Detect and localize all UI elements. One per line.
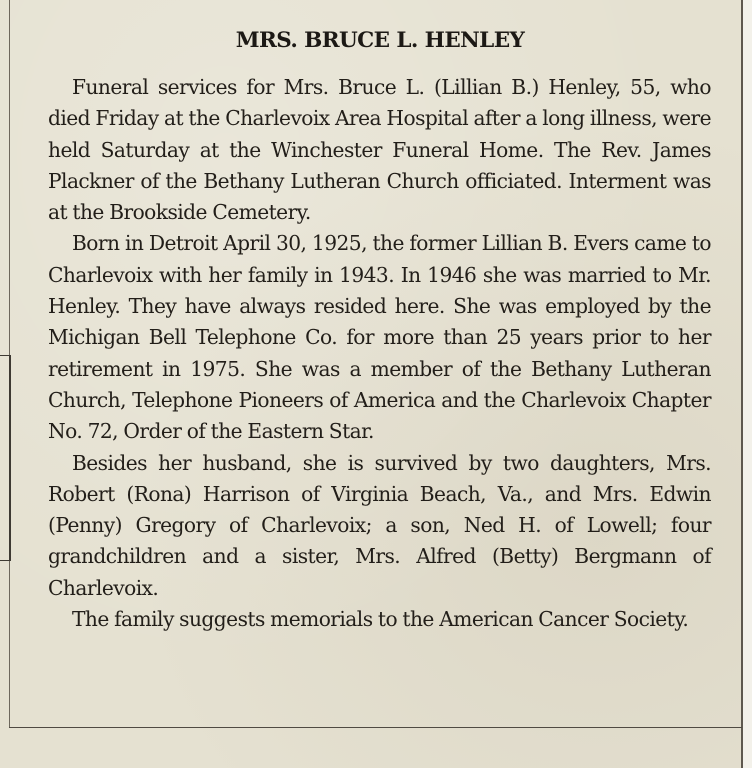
paragraph-funeral-services: Funeral services for Mrs. Bruce L. (Lillian B.) Henley, 55, who died Friday at the Charlevoix Area Hospital after a long illness, were held Saturday at the Winchester Funeral Home. The Rev. James Plackner of the Bethany Lutheran Church officiated. Interment was at the Brookside Cemetery. xyxy=(48,75,711,225)
adjacent-column-bar xyxy=(9,355,11,561)
paragraph-survivors: Besides her husband, she is survived by two daughters, Mrs. Robert (Rona) Harrison of Virginia Beach, Va., and Mrs. Edwin (Penny) Gregory of Charlevoix; a son, Ned H. of Lowell; four grandchildren and a sister, Mrs. Alfred (Betty) Bergmann of Charlevoix. xyxy=(48,450,711,600)
bottom-rule xyxy=(9,727,742,728)
adjacent-column-tick-bottom xyxy=(0,560,10,561)
paragraph-memorials: The family suggests memorials to the American Cancer Society. xyxy=(72,607,689,632)
obituary-headline: MRS. BRUCE L. HENLEY xyxy=(235,28,525,53)
obituary-body xyxy=(48,72,711,635)
page-edge-strip xyxy=(743,0,752,768)
paragraph-biography: Born in Detroit April 30, 1925, the former Lillian B. Evers came to Charlevoix with her family in 1943. In 1946 she was married to Mr. Henley. They have always resided here. She was employed by the Michigan Bell Telephone Co. for more than 25 years prior to her retirement in 1975. She was a member of the Bethany Lutheran Church, Telephone Pioneers of America and the Charlevoix Chapter No. 72, Order of the Eastern Star. xyxy=(48,231,711,444)
